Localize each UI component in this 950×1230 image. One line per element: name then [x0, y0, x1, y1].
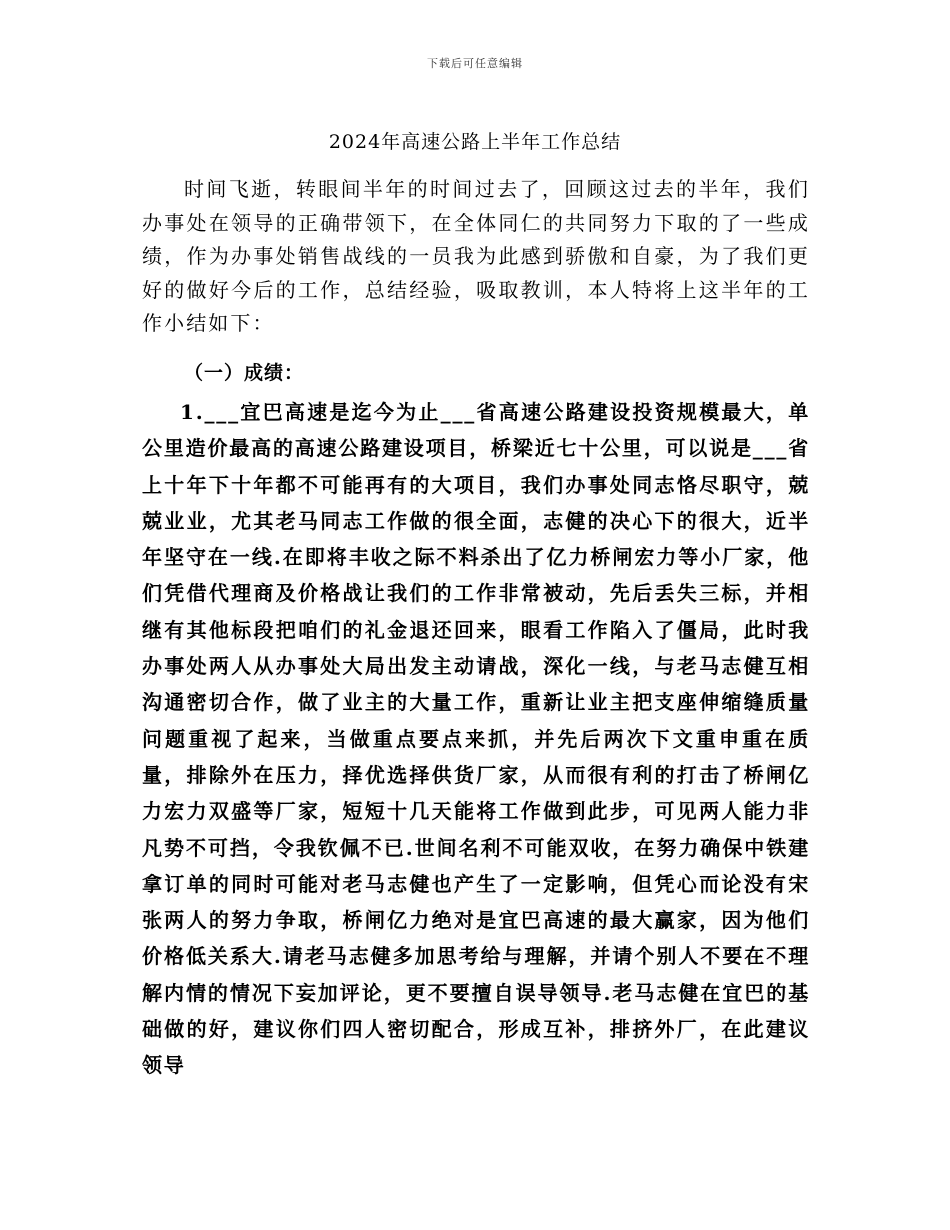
section-heading: （一）成绩： [184, 362, 305, 384]
intro-section [142, 173, 810, 341]
header-note: 下载后可任意编辑 [427, 57, 523, 70]
intro-paragraph: 时间飞逝，转眼间半年的时间过去了，回顾这过去的半年，我们办事处在领导的正确带领下，在全体同仁的共同努力下取的了一些成绩，作为办事处销售战线的一员我为此感到骄傲和自豪，为了我们更好的做好今后的工作，总结经验，吸取教训，本人特将上这半年的工作小结如下： [142, 177, 810, 335]
body-section [142, 394, 810, 1084]
body-paragraph: 1.___宜巴高速是迄今为止___省高速公路建设投资规模最大，单公里造价最高的高速公路建设项目，桥梁近七十公里，可以说是___省上十年下十年都不可能再有的大项目，我们办事处同志恪尽职守，兢兢业业，尤其老马同志工作做的很全面，志健的决心下的很大，近半年坚守在一线.在即将丰收之际不料杀出了亿力桥闸宏力等小厂家，他们凭借代理商及价格战让我们的工作非常被动，先后丢失三标，并相继有其他标段把咱们的礼金退还回来，眼看工作陷入了僵局，此时我办事处两人从办事处大局出发主动请战，深化一线，与老马志健互相沟通密切合作，做了业主的大量工作，重新让业主把支座伸缩缝质量问题重视了起来，当做重点要点来抓，并先后两次下文重申重在质量，排除外在压力，择优选择供货厂家，从而很有利的打击了桥闸亿力宏力双盛等厂家，短短十几天能将工作做到此步，可见两人能力非凡势不可挡，令我钦佩不已.世间名利不可能双收，在努力确保中铁建拿订单的同时可能对老马志健也产生了一定影响，但凭心而论没有宋张两人的努力争取，桥闸亿力绝对是宜巴高速的最大赢家，因为他们价格低关系大.请老马志健多加思考给与理解，并请个别人不要在不理解内情的情况下妄加评论，更不要擅自误导领导.老马志健在宜巴的基础做的好，建议你们四人密切配合，形成互补，排挤外厂，在此建议领导 [142, 400, 810, 1078]
document-title: 2024年高速公路上半年工作总结 [328, 131, 622, 153]
